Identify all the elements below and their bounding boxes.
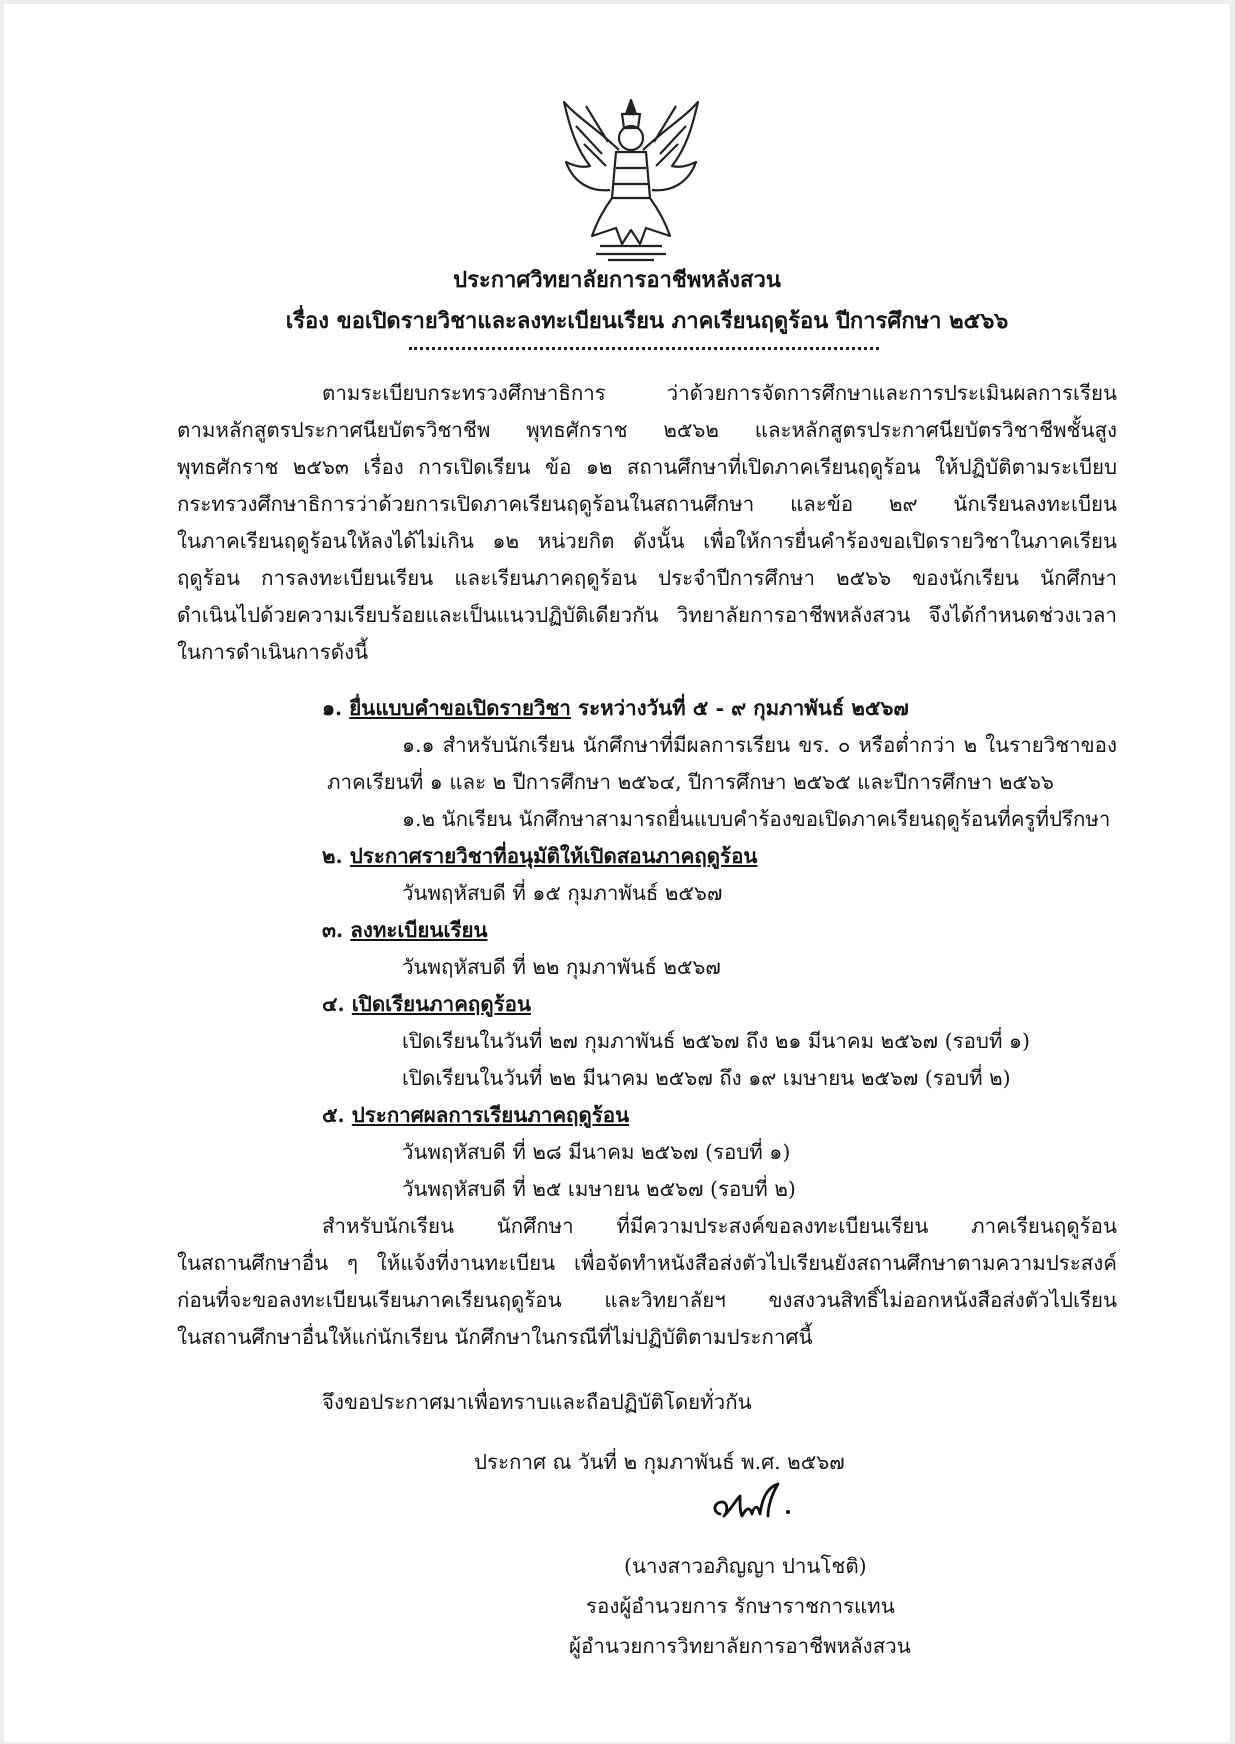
item-5-heading	[322, 1100, 629, 1130]
paragraph-1-line: ในภาคเรียนฤดูร้อนให้ลงได้ไม่เกิน ๑๒ หน่วยกิต ดังนั้น เพื่อให้การยื่นคำร้องขอเปิดรายวิชาในภาคเรียน	[177, 529, 1117, 553]
item-4-title: เปิดเรียนภาคฤดูร้อน	[351, 992, 531, 1016]
paragraph-2-line: ในสถานศึกษาอื่นให้แก่นักเรียน นักศึกษาในกรณีที่ไม่ปฏิบัติตามประกาศนี้	[177, 1325, 813, 1349]
item-2-number: ๒.	[322, 844, 343, 868]
paragraph-1-line: พุทธศักราช ๒๕๖๓ เรื่อง การเปิดเรียน ข้อ ๑๒ สถานศึกษาที่เปิดภาคเรียนฤดูร้อน ให้ปฏิบัติตามระเบียบ	[177, 455, 1117, 479]
document-page	[4, 4, 1230, 1742]
paragraph-1-line: กระทรวงศึกษาธิการว่าด้วยการเปิดภาคเรียนฤดูร้อนในสถานศึกษา และข้อ ๒๙ นักเรียนลงทะเบียน	[177, 492, 1117, 516]
item-4-round-1: เปิดเรียนในวันที่ ๒๗ กุมภาพันธ์ ๒๕๖๗ ถึง ๒๑ มีนาคม ๒๕๖๗ (รอบที่ ๑)	[402, 1029, 1030, 1053]
closing-statement: จึงขอประกาศมาเพื่อทราบและถือปฏิบัติโดยทั่วกัน	[322, 1390, 752, 1414]
item-3-number: ๓.	[322, 918, 344, 942]
item-1-title: ยื่นแบบคำขอเปิดรายวิชา	[349, 696, 571, 720]
item-5-round-1: วันพฤหัสบดี ที่ ๒๘ มีนาคม ๒๕๖๗ (รอบที่ ๑)	[402, 1140, 791, 1164]
paragraph-1-line: ตามหลักสูตรประกาศนียบัตรวิชาชีพ พุทธศักราช ๒๕๖๒ และหลักสูตรประกาศนียบัตรวิชาชีพชั้นสูง	[177, 418, 1117, 442]
item-2-date: วันพฤหัสบดี ที่ ๑๕ กุมภาพันธ์ ๒๕๖๗	[402, 881, 723, 905]
item-1-period: ระหว่างวันที่ ๕ - ๙ กุมภาพันธ์ ๒๕๖๗	[570, 696, 909, 720]
garuda-emblem-icon	[556, 88, 706, 264]
item-1-2-line: ๑.๒ นักเรียน นักศึกษาสามารถยื่นแบบคำร้องขอเปิดภาคเรียนฤดูร้อนที่ครูที่ปรึกษา	[402, 807, 1111, 831]
item-3-title: ลงทะเบียนเรียน	[350, 918, 488, 942]
paragraph-2-line: ก่อนที่จะขอลงทะเบียนเรียนภาคเรียนฤดูร้อน และวิทยาลัยฯ ขงสงวนสิทธิ์ไม่ออกหนังสือส่งตัวไปเรียน	[177, 1288, 1117, 1312]
announcement-title: ประกาศวิทยาลัยการอาชีพหลังสวน	[453, 267, 781, 293]
item-1-number: ๑.	[322, 696, 343, 720]
paragraph-1-line: ดำเนินไปด้วยความเรียบร้อยและเป็นแนวปฏิบัติเดียวกัน วิทยาลัยการอาชีพหลังสวน จึงได้กำหนดช่วงเวลา	[177, 603, 1117, 627]
paragraph-2-line: ในสถานศึกษาอื่น ๆ ให้แจ้งที่งานทะเบียน เพื่อจัดทำหนังสือส่งตัวไปเรียนยังสถานศึกษาตามความประสงค์	[177, 1251, 1117, 1275]
item-1-1-line: ๑.๑ สำหรับนักเรียน นักศึกษาที่มีผลการเรียน ขร. ๐ หรือต่ำกว่า ๒ ในรายวิชาของ	[402, 733, 1117, 757]
paragraph-1-line: ฤดูร้อน การลงทะเบียนเรียน และเรียนภาคฤดูร้อน ประจำปีการศึกษา ๒๕๖๖ ของนักเรียน นักศึกษา	[177, 566, 1117, 590]
paragraph-2-line: สำหรับนักเรียน นักศึกษา ที่มีความประสงค์ขอลงทะเบียนเรียน ภาคเรียนฤดูร้อน	[322, 1214, 1117, 1238]
item-5-title: ประกาศผลการเรียนภาคฤดูร้อน	[351, 1103, 630, 1127]
item-4-heading	[322, 989, 531, 1019]
item-5-round-2: วันพฤหัสบดี ที่ ๒๕ เมษายน ๒๕๖๗ (รอบที่ ๒)	[402, 1177, 796, 1201]
item-3-date: วันพฤหัสบดี ที่ ๒๒ กุมภาพันธ์ ๒๕๖๗	[402, 955, 721, 979]
paragraph-1-line: ตามระเบียบกระทรวงศึกษาธิการ ว่าด้วยการจัดการศึกษาและการประเมินผลการเรียน	[322, 381, 1117, 405]
signatory-name: (นางสาวอภิญญา ปานโชติ)	[624, 1554, 867, 1578]
item-2-heading	[322, 841, 757, 871]
signatory-position-1: รองผู้อำนวยการ รักษาราชการแทน	[586, 1594, 895, 1618]
item-5-number: ๕.	[322, 1103, 345, 1127]
title-divider	[409, 347, 879, 350]
item-4-round-2: เปิดเรียนในวันที่ ๒๒ มีนาคม ๒๕๖๗ ถึง ๑๙ เมษายน ๒๕๖๗ (รอบที่ ๒)	[402, 1066, 1011, 1090]
announcement-date: ประกาศ ณ วันที่ ๒ กุมภาพันธ์ พ.ศ. ๒๕๖๗	[474, 1450, 845, 1474]
announcement-subject: เรื่อง ขอเปิดรายวิชาและลงทะเบียนเรียน ภาคเรียนฤดูร้อน ปีการศึกษา ๒๕๖๖	[285, 308, 1009, 334]
item-1-heading	[322, 693, 909, 723]
handwritten-signature-icon	[706, 1478, 796, 1528]
item-1-1-line: ภาคเรียนที่ ๑ และ ๒ ปีการศึกษา ๒๕๖๔, ปีการศึกษา ๒๕๖๕ และปีการศึกษา ๒๕๖๖	[327, 770, 1054, 794]
item-4-number: ๔.	[322, 992, 345, 1016]
item-3-heading	[322, 915, 487, 945]
item-2-title: ประกาศรายวิชาที่อนุมัติให้เปิดสอนภาคฤดูร้อน	[349, 844, 758, 868]
paragraph-1-line: ในการดำเนินการดังนี้	[177, 640, 369, 664]
signatory-position-2: ผู้อำนวยการวิทยาลัยการอาชีพหลังสวน	[569, 1634, 911, 1658]
